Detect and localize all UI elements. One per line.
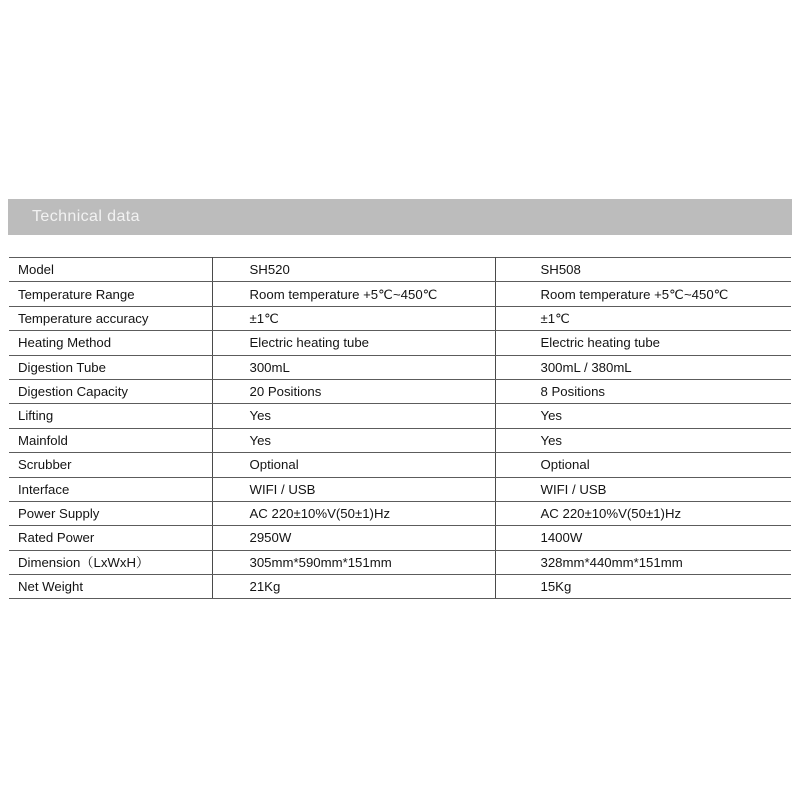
cell-text: Net Weight	[18, 579, 83, 595]
cell-text: Rated Power	[18, 530, 95, 546]
cell-text: 15Kg	[540, 579, 572, 595]
cell-text: Interface	[18, 481, 70, 497]
cell-text: 300mL / 380mL	[540, 359, 632, 375]
technical-data-table	[9, 257, 791, 599]
cell-text: Model	[18, 262, 54, 278]
cell-text: 21Kg	[249, 579, 281, 595]
spec-value-cell-model-a	[212, 428, 495, 452]
spec-value-cell-model-b	[495, 331, 791, 355]
spec-value-cell-model-a	[212, 453, 495, 477]
spec-label-cell	[9, 379, 212, 403]
cell-text: Mainfold	[18, 432, 68, 448]
table-row	[9, 355, 791, 379]
spec-value-cell-model-a	[212, 258, 495, 282]
table-row	[9, 501, 791, 525]
spec-label-cell	[9, 404, 212, 428]
spec-label-cell	[9, 428, 212, 452]
spec-value-cell-model-b	[495, 404, 791, 428]
table-row	[9, 331, 791, 355]
table-row	[9, 258, 791, 282]
spec-value-cell-model-a	[212, 575, 495, 599]
table-row	[9, 526, 791, 550]
cell-text: 328mm*440mm*151mm	[540, 554, 683, 570]
spec-value-cell-model-b	[495, 526, 791, 550]
cell-text: Dimension（LxWxH）	[18, 554, 150, 570]
table-row	[9, 282, 791, 306]
section-header-bar	[8, 199, 792, 235]
cell-text: Digestion Capacity	[18, 384, 128, 400]
table-row	[9, 379, 791, 403]
spec-value-cell-model-b	[495, 550, 791, 574]
cell-text: Digestion Tube	[18, 359, 106, 375]
cell-text: Temperature accuracy	[18, 310, 149, 326]
cell-text: SH520	[249, 262, 290, 278]
cell-text: AC 220±10%V(50±1)Hz	[249, 506, 391, 522]
spec-label-cell	[9, 306, 212, 330]
cell-text: Room temperature +5℃~450℃	[540, 286, 729, 302]
spec-label-cell	[9, 575, 212, 599]
spec-table-body	[9, 258, 791, 599]
cell-text: 8 Positions	[540, 384, 606, 400]
cell-text: Temperature Range	[18, 286, 135, 302]
cell-text: Scrubber	[18, 457, 72, 473]
cell-text: 305mm*590mm*151mm	[249, 554, 392, 570]
spec-value-cell-model-b	[495, 453, 791, 477]
spec-value-cell-model-a	[212, 526, 495, 550]
spec-value-cell-model-b	[495, 282, 791, 306]
spec-value-cell-model-a	[212, 379, 495, 403]
spec-value-cell-model-b	[495, 355, 791, 379]
cell-text: 20 Positions	[249, 384, 322, 400]
spec-label-cell	[9, 477, 212, 501]
cell-text: Yes	[249, 408, 272, 424]
spec-value-cell-model-a	[212, 404, 495, 428]
page-title: Technical data	[32, 208, 140, 225]
spec-value-cell-model-b	[495, 306, 791, 330]
spec-value-cell-model-a	[212, 501, 495, 525]
spec-label-cell	[9, 258, 212, 282]
table-row	[9, 404, 791, 428]
cell-text: ±1℃	[249, 310, 279, 326]
cell-text: 2950W	[249, 530, 292, 546]
cell-text: Room temperature +5℃~450℃	[249, 286, 438, 302]
spec-value-cell-model-b	[495, 428, 791, 452]
spec-value-cell-model-b	[495, 575, 791, 599]
cell-text: SH508	[540, 262, 581, 278]
table-row	[9, 575, 791, 599]
cell-text: Electric heating tube	[249, 335, 369, 351]
spec-label-cell	[9, 282, 212, 306]
spec-value-cell-model-a	[212, 477, 495, 501]
cell-text: ±1℃	[540, 310, 570, 326]
table-row	[9, 306, 791, 330]
spec-value-cell-model-a	[212, 331, 495, 355]
spec-label-cell	[9, 453, 212, 477]
spec-value-cell-model-a	[212, 306, 495, 330]
spec-label-cell	[9, 331, 212, 355]
spec-label-cell	[9, 355, 212, 379]
spec-label-cell	[9, 501, 212, 525]
spec-value-cell-model-a	[212, 355, 495, 379]
cell-text: Heating Method	[18, 335, 112, 351]
spec-value-cell-model-a	[212, 282, 495, 306]
cell-text: Power Supply	[18, 506, 100, 522]
cell-text: Lifting	[18, 408, 54, 424]
spec-value-cell-model-b	[495, 258, 791, 282]
cell-text: Yes	[540, 432, 563, 448]
cell-text: Electric heating tube	[540, 335, 660, 351]
cell-text: Yes	[540, 408, 563, 424]
cell-text: AC 220±10%V(50±1)Hz	[540, 506, 682, 522]
cell-text: WIFI / USB	[540, 481, 607, 497]
table-row	[9, 477, 791, 501]
cell-text: WIFI / USB	[249, 481, 316, 497]
spec-value-cell-model-b	[495, 379, 791, 403]
spec-value-cell-model-b	[495, 501, 791, 525]
spec-value-cell-model-b	[495, 477, 791, 501]
cell-text: Optional	[249, 457, 299, 473]
table-row	[9, 428, 791, 452]
table-row	[9, 550, 791, 574]
spec-label-cell	[9, 550, 212, 574]
spec-label-cell	[9, 526, 212, 550]
cell-text: 1400W	[540, 530, 583, 546]
cell-text: Optional	[540, 457, 590, 473]
cell-text: 300mL	[249, 359, 290, 375]
spec-table-container	[9, 257, 791, 599]
table-row	[9, 453, 791, 477]
spec-value-cell-model-a	[212, 550, 495, 574]
cell-text: Yes	[249, 432, 272, 448]
